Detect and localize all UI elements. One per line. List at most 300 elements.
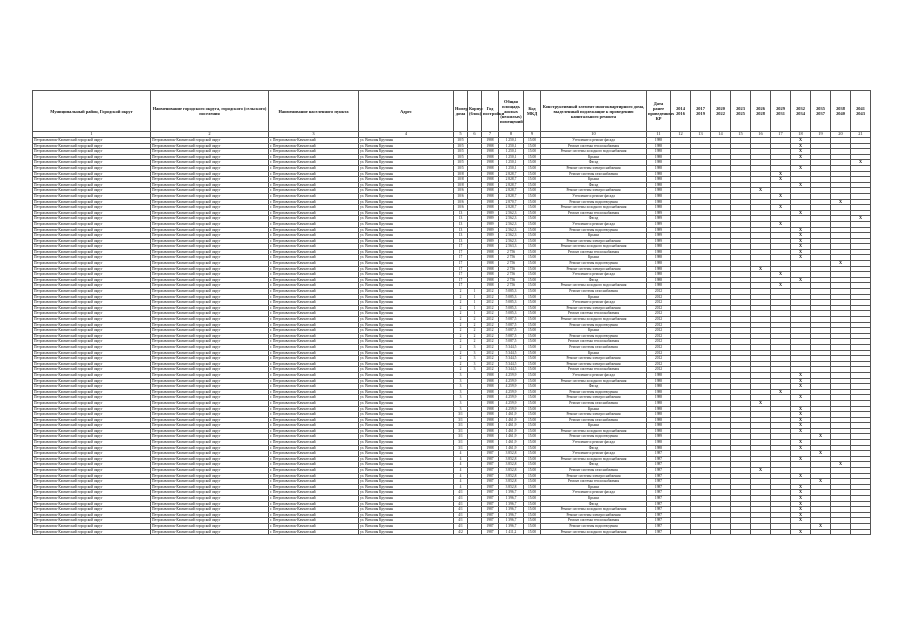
column-number: 3 xyxy=(269,132,359,138)
house-cell: 10/6 xyxy=(454,188,468,194)
element-cell: Утепление и ремонт фасада xyxy=(541,300,647,306)
district-cell: Петропавловск-Камчатский городской округ xyxy=(33,451,151,457)
year-cell: 1988 xyxy=(482,445,499,451)
locality-cell: г. Петропавловск-Камчатский xyxy=(269,238,359,244)
street-cell: ул. Виталия Кручины xyxy=(359,529,454,535)
column-header: 2029 2031 xyxy=(771,91,791,132)
district-cell: Петропавловск-Камчатский городской округ xyxy=(33,238,151,244)
locality-cell: г. Петропавловск-Камчатский xyxy=(269,322,359,328)
house-cell: 3 xyxy=(454,384,468,390)
element-cell: Утепление и ремонт фасада xyxy=(541,138,647,144)
prev-repair-cell: 1988 xyxy=(647,182,671,188)
settlement-cell: Петропавловск-Камчатский городской округ xyxy=(151,395,269,401)
locality-cell: г. Петропавловск-Камчатский xyxy=(269,233,359,239)
settlement-cell: Петропавловск-Камчатский городской округ xyxy=(151,417,269,423)
settlement-cell: Петропавловск-Камчатский городской округ xyxy=(151,512,269,518)
settlement-cell: Петропавловск-Камчатский городской округ xyxy=(151,344,269,350)
area-cell: 2 828,7 xyxy=(499,205,524,211)
code-cell: 15.00 xyxy=(524,406,541,412)
house-cell: 2 xyxy=(454,317,468,323)
element-cell: Фасад xyxy=(541,277,647,283)
district-cell: Петропавловск-Камчатский городской округ xyxy=(33,344,151,350)
street-cell: ул. Виталия Кручины xyxy=(359,322,454,328)
year-cell: 1987 xyxy=(482,496,499,502)
year-cell: 1988 xyxy=(482,143,499,149)
house-cell: 13 xyxy=(454,210,468,216)
street-cell: ул. Виталия Кручины xyxy=(359,339,454,345)
code-cell: 15.00 xyxy=(524,378,541,384)
year-cell: 1989 xyxy=(482,221,499,227)
prev-repair-cell: 1988 xyxy=(647,193,671,199)
element-cell: Ремонт системы холодного водоснабжения xyxy=(541,283,647,289)
element-cell: Крыша xyxy=(541,406,647,412)
column-number: 17 xyxy=(771,132,791,138)
street-cell: ул. Виталия Кручины xyxy=(359,395,454,401)
district-cell: Петропавловск-Камчатский городской округ xyxy=(33,210,151,216)
locality-cell: г. Петропавловск-Камчатский xyxy=(269,227,359,233)
element-cell: Утепление и ремонт фасада xyxy=(541,221,647,227)
street-cell: ул. Виталия Кручины xyxy=(359,523,454,529)
locality-cell: г. Петропавловск-Камчатский xyxy=(269,289,359,295)
prev-repair-cell: 2012 xyxy=(647,322,671,328)
district-cell: Петропавловск-Камчатский городской округ xyxy=(33,317,151,323)
area-cell: 1 461,9 xyxy=(499,434,524,440)
element-cell: Ремонт системы электроснабжения xyxy=(541,361,647,367)
locality-cell: г. Петропавловск-Камчатский xyxy=(269,283,359,289)
period-mark: X xyxy=(771,171,791,177)
corp-cell: 1 xyxy=(468,289,482,295)
street-cell: ул. Виталия Кручины xyxy=(359,400,454,406)
corp-cell: 1 xyxy=(468,300,482,306)
area-cell: 1 396,7 xyxy=(499,507,524,513)
district-cell: Петропавловск-Камчатский городской округ xyxy=(33,440,151,446)
year-cell: 1988 xyxy=(482,277,499,283)
district-cell: Петропавловск-Камчатский городской округ xyxy=(33,434,151,440)
district-cell: Петропавловск-Камчатский городской округ xyxy=(33,367,151,373)
period-mark: X xyxy=(791,244,811,250)
area-cell: 2 756 xyxy=(499,277,524,283)
period-mark: X xyxy=(791,456,811,462)
year-cell: 1988 xyxy=(482,384,499,390)
prev-repair-cell: 1988 xyxy=(647,417,671,423)
element-cell: Ремонт системы теплоснабжения xyxy=(541,143,647,149)
house-cell: 10/8 xyxy=(454,182,468,188)
prev-repair-cell: 1988 xyxy=(647,177,671,183)
locality-cell: г. Петропавловск-Камчатский xyxy=(269,440,359,446)
period-mark: X xyxy=(811,451,831,457)
settlement-cell: Петропавловск-Камчатский городской округ xyxy=(151,479,269,485)
period-mark: X xyxy=(791,507,811,513)
year-cell: 2012 xyxy=(482,317,499,323)
house-cell: 3 xyxy=(454,389,468,395)
house-cell: 3/1 xyxy=(454,423,468,429)
prev-repair-cell: 1988 xyxy=(647,395,671,401)
district-cell: Петропавловск-Камчатский городской округ xyxy=(33,149,151,155)
district-cell: Петропавловск-Камчатский городской округ xyxy=(33,255,151,261)
element-cell: Утепление и ремонт фасада xyxy=(541,451,647,457)
area-cell: 1 461,9 xyxy=(499,428,524,434)
district-cell: Петропавловск-Камчатский городской округ xyxy=(33,523,151,529)
code-cell: 15.00 xyxy=(524,423,541,429)
year-cell: 1988 xyxy=(482,395,499,401)
period-mark: X xyxy=(771,177,791,183)
element-cell: Крыша xyxy=(541,233,647,239)
prev-repair-cell: 1988 xyxy=(647,143,671,149)
settlement-cell: Петропавловск-Камчатский городской округ xyxy=(151,328,269,334)
column-number: 11 xyxy=(647,132,671,138)
period-mark: X xyxy=(791,428,811,434)
year-cell: 1988 xyxy=(482,188,499,194)
code-cell: 15.00 xyxy=(524,221,541,227)
house-cell: 2 xyxy=(454,322,468,328)
house-cell: 2 xyxy=(454,344,468,350)
code-cell: 15.00 xyxy=(524,456,541,462)
code-cell: 15.00 xyxy=(524,154,541,160)
locality-cell: г. Петропавловск-Камчатский xyxy=(269,266,359,272)
house-cell: 4/1 xyxy=(454,523,468,529)
year-cell: 1987 xyxy=(482,456,499,462)
locality-cell: г. Петропавловск-Камчатский xyxy=(269,300,359,306)
street-cell: ул. Виталия Кручины xyxy=(359,300,454,306)
locality-cell: г. Петропавловск-Камчатский xyxy=(269,261,359,267)
prev-repair-cell: 1988 xyxy=(647,154,671,160)
street-cell: ул. Виталия Кручины xyxy=(359,406,454,412)
settlement-cell: Петропавловск-Камчатский городской округ xyxy=(151,300,269,306)
locality-cell: г. Петропавловск-Камчатский xyxy=(269,171,359,177)
area-cell: 2 562,3 xyxy=(499,238,524,244)
code-cell: 15.00 xyxy=(524,350,541,356)
settlement-cell: Петропавловск-Камчатский городской округ xyxy=(151,154,269,160)
area-cell: 2 756 xyxy=(499,283,524,289)
year-cell: 1988 xyxy=(482,249,499,255)
code-cell: 15.00 xyxy=(524,412,541,418)
district-cell: Петропавловск-Камчатский городской округ xyxy=(33,261,151,267)
street-cell: ул. Виталия Кручины xyxy=(359,512,454,518)
district-cell: Петропавловск-Камчатский городской округ xyxy=(33,501,151,507)
code-cell: 15.00 xyxy=(524,473,541,479)
prev-repair-cell: 2012 xyxy=(647,361,671,367)
code-cell: 15.00 xyxy=(524,283,541,289)
settlement-cell: Петропавловск-Камчатский городской округ xyxy=(151,339,269,345)
column-header: Адрес xyxy=(359,91,454,132)
street-cell: ул. Виталия Кручины xyxy=(359,356,454,362)
locality-cell: г. Петропавловск-Камчатский xyxy=(269,350,359,356)
code-cell: 15.00 xyxy=(524,311,541,317)
period-mark: X xyxy=(791,227,811,233)
period-mark: X xyxy=(791,473,811,479)
settlement-cell: Петропавловск-Камчатский городской округ xyxy=(151,177,269,183)
element-cell: Фасад xyxy=(541,160,647,166)
locality-cell: г. Петропавловск-Камчатский xyxy=(269,244,359,250)
settlement-cell: Петропавловск-Камчатский городской округ xyxy=(151,305,269,311)
period-mark: X xyxy=(811,523,831,529)
district-cell: Петропавловск-Камчатский городской округ xyxy=(33,311,151,317)
street-cell: ул. Виталия Кручины xyxy=(359,417,454,423)
year-cell: 1988 xyxy=(482,440,499,446)
house-cell: 2 xyxy=(454,300,468,306)
settlement-cell: Петропавловск-Камчатский городской округ xyxy=(151,210,269,216)
year-cell: 2012 xyxy=(482,328,499,334)
year-cell: 1987 xyxy=(482,518,499,524)
area-cell: 1 461,9 xyxy=(499,412,524,418)
column-header: 2032 2034 xyxy=(791,91,811,132)
year-cell: 1987 xyxy=(482,523,499,529)
street-cell: ул. Виталия Кручины xyxy=(359,428,454,434)
prev-repair-cell: 1989 xyxy=(647,233,671,239)
house-cell: 4 xyxy=(454,456,468,462)
settlement-cell: Петропавловск-Камчатский городской округ xyxy=(151,400,269,406)
element-cell: Ремонт системы водоотведения xyxy=(541,389,647,395)
prev-repair-cell: 1989 xyxy=(647,210,671,216)
code-cell: 15.00 xyxy=(524,322,541,328)
locality-cell: г. Петропавловск-Камчатский xyxy=(269,479,359,485)
year-cell: 2012 xyxy=(482,361,499,367)
locality-cell: г. Петропавловск-Камчатский xyxy=(269,311,359,317)
locality-cell: г. Петропавловск-Камчатский xyxy=(269,462,359,468)
year-cell: 1987 xyxy=(482,462,499,468)
house-cell: 2 xyxy=(454,294,468,300)
locality-cell: г. Петропавловск-Камчатский xyxy=(269,160,359,166)
settlement-cell: Петропавловск-Камчатский городской округ xyxy=(151,272,269,278)
area-cell: 3 852,8 xyxy=(499,462,524,468)
settlement-cell: Петропавловск-Камчатский городской округ xyxy=(151,165,269,171)
house-cell: 17 xyxy=(454,266,468,272)
locality-cell: г. Петропавловск-Камчатский xyxy=(269,205,359,211)
element-cell: Ремонт системы холодного водоснабжения xyxy=(541,244,647,250)
street-cell: ул. Виталия Кручины xyxy=(359,277,454,283)
locality-cell: г. Петропавловск-Камчатский xyxy=(269,501,359,507)
area-cell: 3 852,8 xyxy=(499,456,524,462)
period-mark: X xyxy=(791,149,811,155)
house-cell: 3/1 xyxy=(454,434,468,440)
district-cell: Петропавловск-Камчатский городской округ xyxy=(33,188,151,194)
year-cell: 1988 xyxy=(482,272,499,278)
locality-cell: г. Петропавловск-Камчатский xyxy=(269,367,359,373)
column-number: 7 xyxy=(482,132,499,138)
code-cell: 15.00 xyxy=(524,328,541,334)
code-cell: 15.00 xyxy=(524,529,541,535)
column-header: Код МКД xyxy=(524,91,541,132)
period-mark: X xyxy=(851,216,871,222)
area-cell: 1 250,1 xyxy=(499,160,524,166)
street-cell: ул. Виталия Кручины xyxy=(359,361,454,367)
area-cell: 1 396,7 xyxy=(499,490,524,496)
street-cell: ул. Виталия Кручины xyxy=(359,266,454,272)
column-number: 21 xyxy=(851,132,871,138)
table-body xyxy=(33,138,871,535)
period-mark: X xyxy=(771,283,791,289)
street-cell: ул. Виталия Кручины xyxy=(359,154,454,160)
house-cell: 4 xyxy=(454,451,468,457)
settlement-cell: Петропавловск-Камчатский городской округ xyxy=(151,384,269,390)
street-cell: ул. Виталия Кручины xyxy=(359,518,454,524)
settlement-cell: Петропавловск-Камчатский городской округ xyxy=(151,193,269,199)
area-cell: 2 756 xyxy=(499,255,524,261)
code-cell: 15.00 xyxy=(524,372,541,378)
column-header: 2026 2028 xyxy=(751,91,771,132)
code-cell: 15.00 xyxy=(524,333,541,339)
area-cell: 4 259,9 xyxy=(499,378,524,384)
year-cell: 1988 xyxy=(482,261,499,267)
settlement-cell: Петропавловск-Камчатский городской округ xyxy=(151,529,269,535)
settlement-cell: Петропавловск-Камчатский городской округ xyxy=(151,261,269,267)
locality-cell: г. Петропавловск-Камчатский xyxy=(269,305,359,311)
district-cell: Петропавловск-Камчатский городской округ xyxy=(33,339,151,345)
area-cell: 5 344,5 xyxy=(499,350,524,356)
prev-repair-cell: 1988 xyxy=(647,400,671,406)
locality-cell: г. Петропавловск-Камчатский xyxy=(269,507,359,513)
locality-cell: г. Петропавловск-Камчатский xyxy=(269,249,359,255)
code-cell: 15.00 xyxy=(524,177,541,183)
area-cell: 5 087,5 xyxy=(499,333,524,339)
year-cell: 2012 xyxy=(482,333,499,339)
area-cell: 2 828,7 xyxy=(499,182,524,188)
area-cell: 1 411,2 xyxy=(499,529,524,535)
district-cell: Петропавловск-Камчатский городской округ xyxy=(33,479,151,485)
year-cell: 2012 xyxy=(482,289,499,295)
district-cell: Петропавловск-Камчатский городской округ xyxy=(33,300,151,306)
settlement-cell: Петропавловск-Камчатский городской округ xyxy=(151,255,269,261)
corp-cell: 3 xyxy=(468,344,482,350)
corp-cell: 2 xyxy=(468,328,482,334)
element-cell: Утепление и ремонт фасада xyxy=(541,272,647,278)
settlement-cell: Петропавловск-Камчатский городской округ xyxy=(151,143,269,149)
period-mark: X xyxy=(791,182,811,188)
settlement-cell: Петропавловск-Камчатский городской округ xyxy=(151,490,269,496)
column-header: Наименование городского округа, городского (сельского) поселения xyxy=(151,91,269,132)
district-cell: Петропавловск-Камчатский городской округ xyxy=(33,378,151,384)
prev-repair-cell: 1988 xyxy=(647,165,671,171)
settlement-cell: Петропавловск-Камчатский городской округ xyxy=(151,199,269,205)
settlement-cell: Петропавловск-Камчатский городской округ xyxy=(151,378,269,384)
prev-repair-cell: 1987 xyxy=(647,479,671,485)
period-mark: X xyxy=(751,468,771,474)
column-header: 2041 2043 xyxy=(851,91,871,132)
prev-repair-cell: 1988 xyxy=(647,277,671,283)
street-cell: ул. Виталия Кручины xyxy=(359,311,454,317)
house-cell: 13 xyxy=(454,233,468,239)
district-cell: Петропавловск-Камчатский городской округ xyxy=(33,221,151,227)
street-cell: ул. Виталия Кручины xyxy=(359,199,454,205)
district-cell: Петропавловск-Камчатский городской округ xyxy=(33,372,151,378)
locality-cell: г. Петропавловск-Камчатский xyxy=(269,255,359,261)
year-cell: 1987 xyxy=(482,529,499,535)
street-cell: ул. Виталия Кручины xyxy=(359,456,454,462)
street-cell: ул. Виталия Кручины xyxy=(359,238,454,244)
house-cell: 10/6 xyxy=(454,199,468,205)
area-cell: 1 396,7 xyxy=(499,512,524,518)
year-cell: 1988 xyxy=(482,423,499,429)
element-cell: Ремонт системы холодного водоснабжения xyxy=(541,456,647,462)
column-header: Муниципальный район, Городской округ xyxy=(33,91,151,132)
prev-repair-cell: 1988 xyxy=(647,445,671,451)
district-cell: Петропавловск-Камчатский городской округ xyxy=(33,333,151,339)
district-cell: Петропавловск-Камчатский городской округ xyxy=(33,328,151,334)
locality-cell: г. Петропавловск-Камчатский xyxy=(269,344,359,350)
prev-repair-cell: 2012 xyxy=(647,333,671,339)
district-cell: Петропавловск-Камчатский городской округ xyxy=(33,160,151,166)
locality-cell: г. Петропавловск-Камчатский xyxy=(269,451,359,457)
period-mark: X xyxy=(851,160,871,166)
district-cell: Петропавловск-Камчатский городской округ xyxy=(33,216,151,222)
code-cell: 15.00 xyxy=(524,395,541,401)
column-number: 1 xyxy=(33,132,151,138)
locality-cell: г. Петропавловск-Камчатский xyxy=(269,182,359,188)
street-cell: ул. Виталия Кручины xyxy=(359,165,454,171)
year-cell: 1987 xyxy=(482,473,499,479)
element-cell: Фасад xyxy=(541,216,647,222)
element-cell: Крыша xyxy=(541,177,647,183)
year-cell: 1988 xyxy=(482,138,499,144)
code-cell: 15.00 xyxy=(524,233,541,239)
settlement-cell: Петропавловск-Камчатский городской округ xyxy=(151,456,269,462)
street-cell: ул. Виталия Кручины xyxy=(359,177,454,183)
prev-repair-cell: 1988 xyxy=(647,160,671,166)
settlement-cell: Петропавловск-Камчатский городской округ xyxy=(151,221,269,227)
prev-repair-cell: 1987 xyxy=(647,529,671,535)
corp-cell: 3 xyxy=(468,367,482,373)
house-cell: 2 xyxy=(454,356,468,362)
element-cell: Ремонт системы водоотведения xyxy=(541,199,647,205)
house-cell: 3 xyxy=(454,395,468,401)
element-cell: Крыша xyxy=(541,294,647,300)
period-mark: X xyxy=(791,233,811,239)
area-cell: 5 085,3 xyxy=(499,289,524,295)
settlement-cell: Петропавловск-Камчатский городской округ xyxy=(151,518,269,524)
locality-cell: г. Петропавловск-Камчатский xyxy=(269,412,359,418)
year-cell: 1988 xyxy=(482,412,499,418)
street-cell: ул. Виталия Кручины xyxy=(359,440,454,446)
year-cell: 1987 xyxy=(482,484,499,490)
house-cell: 3 xyxy=(454,372,468,378)
prev-repair-cell: 1989 xyxy=(647,434,671,440)
area-cell: 5 344,5 xyxy=(499,361,524,367)
district-cell: Петропавловск-Камчатский городской округ xyxy=(33,356,151,362)
element-cell: Ремонт системы теплоснабжения xyxy=(541,479,647,485)
locality-cell: г. Петропавловск-Камчатский xyxy=(269,523,359,529)
period-mark: X xyxy=(751,400,771,406)
element-cell: Утепление и ремонт фасада xyxy=(541,193,647,199)
year-cell: 1988 xyxy=(482,428,499,434)
period-cell xyxy=(831,529,851,535)
code-cell: 15.00 xyxy=(524,294,541,300)
year-cell: 1988 xyxy=(482,389,499,395)
district-cell: Петропавловск-Камчатский городской округ xyxy=(33,322,151,328)
period-mark: X xyxy=(831,462,851,468)
corp-cell: 1 xyxy=(468,294,482,300)
prev-repair-cell: 1987 xyxy=(647,462,671,468)
prev-repair-cell: 1988 xyxy=(647,412,671,418)
period-mark: X xyxy=(831,199,851,205)
settlement-cell: Петропавловск-Камчатский городской округ xyxy=(151,406,269,412)
street-cell: ул. Виталия Кручины xyxy=(359,249,454,255)
district-cell: Петропавловск-Камчатский городской округ xyxy=(33,233,151,239)
house-cell: 2 xyxy=(454,311,468,317)
column-header: 2038 2040 xyxy=(831,91,851,132)
code-cell: 15.00 xyxy=(524,490,541,496)
locality-cell: г. Петропавловск-Камчатский xyxy=(269,138,359,144)
district-cell: Петропавловск-Камчатский городской округ xyxy=(33,484,151,490)
district-cell: Петропавловск-Камчатский городской округ xyxy=(33,266,151,272)
period-mark: X xyxy=(771,205,791,211)
prev-repair-cell: 1987 xyxy=(647,473,671,479)
period-mark: X xyxy=(751,266,771,272)
district-cell: Петропавловск-Камчатский городской округ xyxy=(33,389,151,395)
prev-repair-cell: 2012 xyxy=(647,356,671,362)
settlement-cell: Петропавловск-Камчатский городской округ xyxy=(151,451,269,457)
area-cell: 1 461,9 xyxy=(499,417,524,423)
street-cell: ул. Виталия Кручины xyxy=(359,423,454,429)
